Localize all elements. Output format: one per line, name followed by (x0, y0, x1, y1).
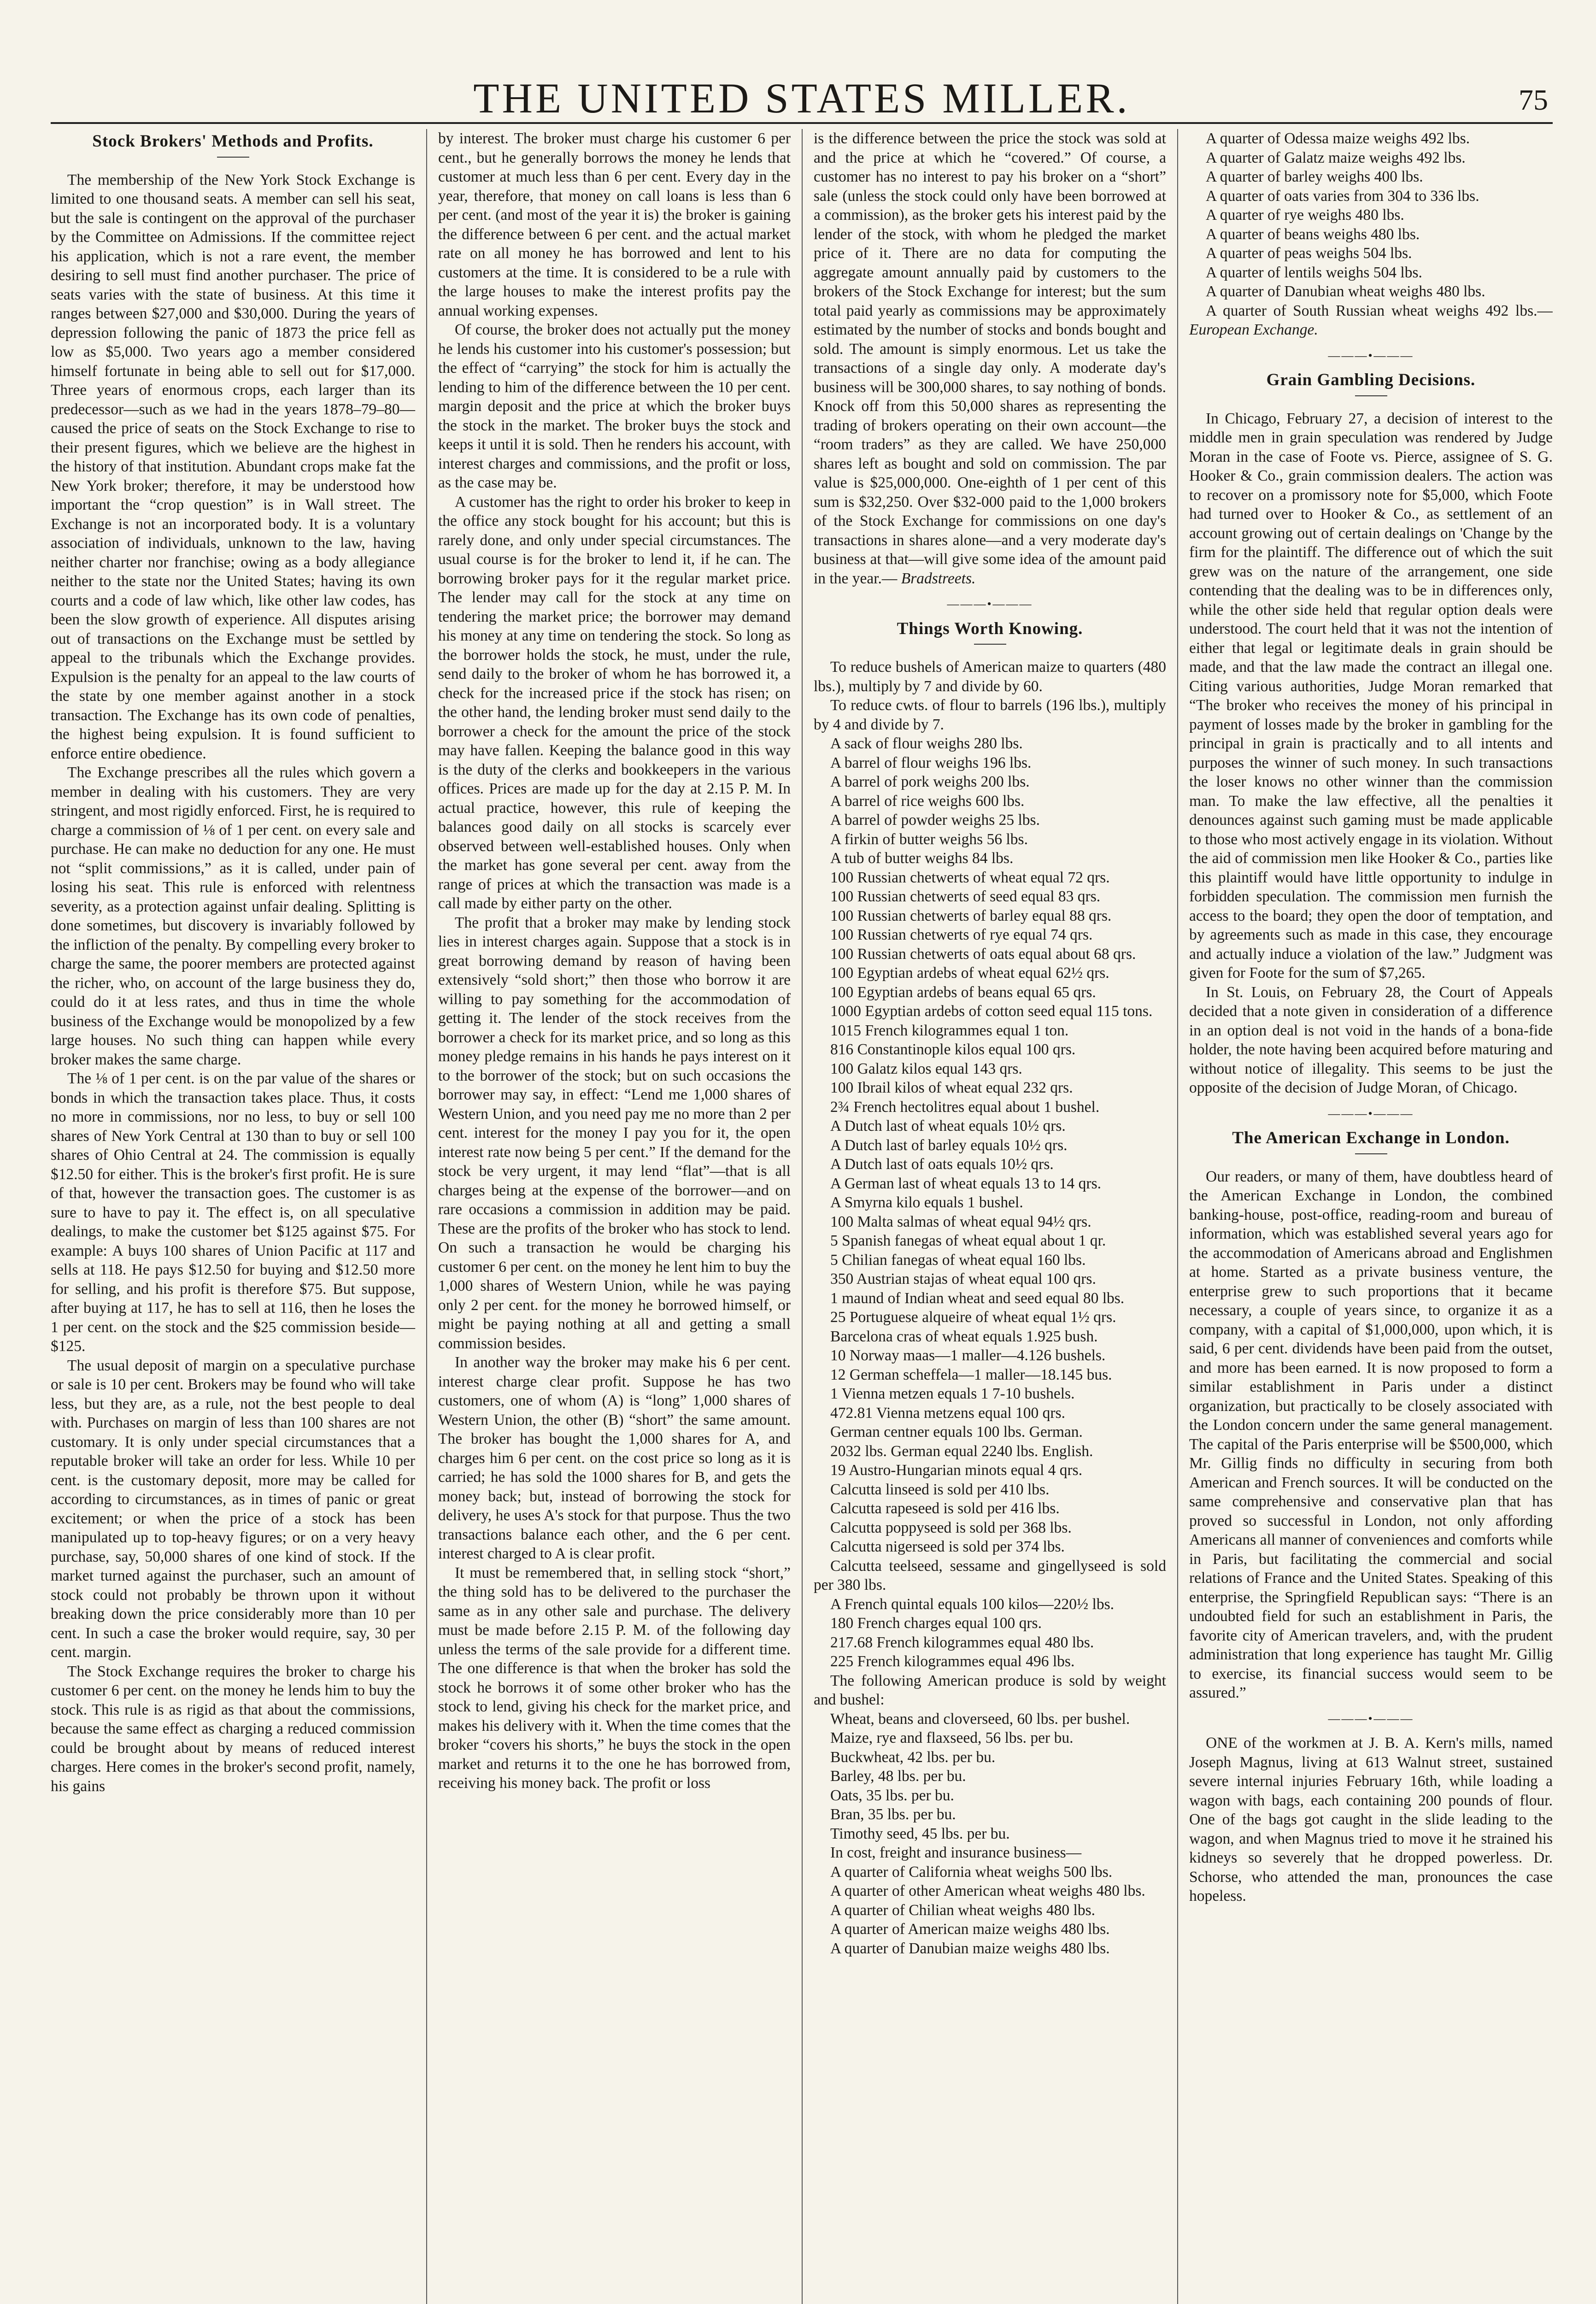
list-item: A quarter of Danubian wheat weighs 480 lbs. (1206, 283, 1485, 300)
measures-list-continued (1189, 129, 1553, 340)
list-item: A sack of flour weighs 280 lbs. (830, 735, 1023, 752)
list-item: In cost, freight and insurance business— (830, 1844, 1082, 1861)
list-item: 100 Egyptian ardebs of beans equal 65 qrs. (830, 983, 1096, 1001)
list-item: 1 maund of Indian wheat and seed equal 80 lbs. (830, 1289, 1125, 1307)
list-item: 12 German scheffela—1 maller—18.145 bus. (830, 1366, 1112, 1383)
list-item: A quarter of Odessa maize weighs 492 lbs. (1206, 130, 1470, 147)
list-item: A German last of wheat equals 13 to 14 qrs. (830, 1175, 1101, 1192)
source-credit: European Exchange. (1189, 321, 1318, 338)
masthead-rule (51, 122, 1553, 124)
columns (51, 129, 1553, 2304)
list-item: Bran, 35 lbs. per bu. (830, 1806, 956, 1823)
section-separator: ———•——— (947, 597, 1033, 611)
column-3 (802, 129, 1177, 2304)
list-item: 1015 French kilogrammes equal 1 ton. (830, 1022, 1069, 1039)
list-item: A Smyrna kilo equals 1 bushel. (830, 1194, 1023, 1211)
list-item: A quarter of oats varies from 304 to 336 lbs. (1206, 187, 1479, 205)
list-item: 1000 Egyptian ardebs of cotton seed equal 115 tons. (830, 1003, 1153, 1020)
list-item: 100 Russian chetwerts of rye equal 74 qrs. (830, 926, 1093, 943)
list-item: 2032 lbs. German equal 2240 lbs. English. (830, 1442, 1093, 1460)
article-heading-stock-brokers: Stock Brokers' Methods and Profits. (92, 132, 374, 151)
article-heading-american-exchange: The American Exchange in London. (1232, 1128, 1510, 1147)
list-item: Calcutta nigerseed is sold per 374 lbs. (830, 1538, 1065, 1555)
newspaper-page (51, 65, 1553, 2304)
list-item: 100 Russian chetwerts of oats equal about 68 qrs. (830, 945, 1136, 963)
list-item: A barrel of powder weighs 25 lbs. (830, 811, 1040, 829)
list-item: A Dutch last of oats equals 10½ qrs. (830, 1156, 1054, 1173)
list-item: A quarter of other American wheat weighs 480 lbs. (830, 1882, 1145, 1899)
list-item: 5 Spanish fanegas of wheat equal about 1 qr. (830, 1232, 1106, 1249)
list-item: 19 Austro-Hungarian minots equal 4 qrs. (830, 1462, 1083, 1479)
paragraph: In another way the broker may make his 6 per cent. interest charge clear profit. Suppose he has two customers, one of whom (A) is “long” 1,000 shares of Western Union, the other (B) “short” the same amount. The broker has bought the 1,000 shares for A, and charges him 6 per cent. on the cost price so long as it is carried; he has sold the 1000 shares for B, and gets the money back; but, instead of borrowing the stock for delivery, he uses A's stock for that purpose. Thus the two transactions balance each other, and the 6 per cent. interest charged to A is clear profit. (438, 1354, 791, 1562)
list-item: 100 Malta salmas of wheat equal 94½ qrs. (830, 1213, 1091, 1230)
source-credit: Bradstreets. (901, 570, 976, 587)
column-4 (1177, 129, 1553, 2304)
list-item: A barrel of rice weighs 600 lbs. (830, 792, 1025, 810)
list-item: A Dutch last of barley equals 10½ qrs. (830, 1136, 1068, 1154)
paragraph: The membership of the New York Stock Exchange is limited to one thousand seats. A member can sell his seat, but the sale is contingent on the approval of the purchaser by the Committee on Admissions. If the committee reject his application, which is not a rare event, the member desiring to sell must find another purchaser. The price of seats varies with the state of business. At this time it ranges between $27,000 and $30,000. During the years of depression following the panic of 1873 the price fell as low as $5,000. Two years ago a member considered himself fortunate in being able to sell out for $17,000. Three years of enormous crops, each larger than its predecessor—such as we had in the years 1878–79–80—caused the price of seats on the Stock Exchange to rise to their present figures, which we believe are the highest in the history of that institution. Abundant crops make fat the New York broker; therefore, it may be understood how important the “crop question” is in Wall street. The Exchange is not an incorporated body. It is a voluntary association of individuals, unknown to the law, having neither charter nor franchise; owing as a body allegiance neither to the state nor the United States; having its own courts and a code of law which, like other law codes, has been the slow growth of experience. All disputes arising out of transactions on the Exchange must be settled by appeal to the tribunals which the Exchange provides. Expulsion is the penalty for an appeal to the law courts of the state by one member against another in a stock transaction. The Exchange has its own code of penalties, the highest being expulsion. It is found sufficient to enforce entire obedience. (51, 171, 415, 762)
list-item: 225 French kilogrammes equal 496 lbs. (830, 1653, 1075, 1670)
list-item: A quarter of lentils weighs 504 lbs. (1206, 264, 1422, 281)
paragraph: The Exchange prescribes all the rules which govern a member in dealing with his customers. They are very stringent, and most rigidly enforced. First, he is required to charge a commission of ⅛ of 1 per cent. on every sale and purchase. He can make no deduction for any one. He must not “split commissions,” as it is called, under pain of losing his seat. This rule is enforced with relentness severity, as a protection against unfair dealing. Splitting is done sometimes, but discovery is invariably followed by the infliction of the penalty. By compelling every broker to charge the same, the poorer members are protected against the richer, who, on account of the large business they do, could do it at less rates, and thus in time the whole business of the Exchange would be monopolized by a few large houses. No such thing can happen while every broker makes the same charge. (51, 764, 415, 1068)
list-item: A firkin of butter weighs 56 lbs. (830, 830, 1028, 848)
list-item: 100 Egyptian ardebs of wheat equal 62½ qrs. (830, 964, 1109, 982)
masthead (51, 65, 1553, 120)
paragraph: A customer has the right to order his broker to keep in the office any stock bought for his account; but this is rarely done, and only under special circumstances. The usual course is for the broker to lend it, if he can. The borrowing broker pays for it the regular market price. The lender may call for the stock at any time on tendering the market price; the borrower may demand his money at any time on tendering the stock. So long as the borrower holds the stock, he must, under the rule, send daily to the broker of whom he has borrowed it, a check for the increased price if the stock has risen; on the other hand, the lending broker must send daily to the borrower a check for the amount the price of the stock may have fallen. Keeping the balance good in this way is the duty of the clerks and bookkeepers in the various offices. Prices are made up for the day at 2.15 P. M. In actual practice, however, this rule of keeping the balances good daily on all stocks is scarcely ever observed between well-established houses. Only when the market has gone several per cent. away from the range of prices at which the transaction was made is a call made by either party on the other. (438, 493, 791, 912)
list-item: Calcutta teelseed, sessame and gingellyseed is sold per 380 lbs. (814, 1557, 1166, 1593)
list-item: 816 Constantinople kilos equal 100 qrs. (830, 1041, 1076, 1058)
list-item: 100 Ibrail kilos of wheat equal 232 qrs. (830, 1079, 1073, 1096)
list-item: A barrel of flour weighs 196 lbs. (830, 754, 1032, 771)
list-item: Calcutta linseed is sold per 410 lbs. (830, 1481, 1050, 1498)
list-item: Barcelona cras of wheat equals 1.925 bush. (830, 1328, 1098, 1345)
list-item: German centner equals 100 lbs. German. (830, 1423, 1083, 1440)
list-item: Calcutta rapeseed is sold per 416 lbs. (830, 1500, 1060, 1517)
column-2 (426, 129, 802, 2304)
paragraph-text: is the difference between the price the stock was sold at and the price at which he “covered.” Of course, a customer has no interest to pay his broker on a “short” sale (unless the stock could only have been borrowed at a commission), as the broker gets his interest paid by the lender of the stock, with whom he pledged the market price of it. There are no data for computing the aggregate amount annually paid by customers to the brokers of the Stock Exchange for interest; but the sum total paid yearly as commissions may be approximately estimated by the number of stocks and bonds bought and sold. The amount is simply enormous. Let us take the transactions of a single day only. A moderate day's business will be 300,000 shares, to say nothing of bonds. Knock off from this 50,000 shares as representing the trading of brokers operating on their own account—the “room traders” as they are called. We have 250,000 shares left as bought and sold on commission. The par value is $25,000,000. One-eighth of 1 per cent of this sum is $32,250. Over $32-000 paid to the 1,000 brokers of the Stock Exchange for commissions on one day's transactions in shares alone—and a very moderate day's business at that—will give some idea of the amount paid in the year.— (814, 130, 1166, 587)
list-item: 472.81 Vienna metzens equal 100 qrs. (830, 1404, 1065, 1422)
list-item: A quarter of beans weighs 480 lbs. (1206, 225, 1420, 243)
list-item: To reduce cwts. of flour to barrels (196 lbs.), multiply by 4 and divide by 7. (814, 697, 1166, 733)
list-item: 100 Russian chetwerts of seed equal 83 qrs. (830, 888, 1101, 905)
list-item: Calcutta poppyseed is sold per 368 lbs. (830, 1519, 1072, 1536)
list-item: To reduce bushels of American maize to quarters (480 lbs.), multiply by 7 and divide by 60. (814, 658, 1166, 695)
heading-dash (1355, 395, 1387, 396)
article-heading-grain-gambling: Grain Gambling Decisions. (1266, 370, 1476, 389)
list-item: A quarter of Galatz maize weighs 492 lbs. (1206, 149, 1466, 166)
paragraph: by interest. The broker must charge his customer 6 per cent., but he generally borrows the money he lends that customer at much less than 6 per cent. Every day in the year, therefore, that money on call loans is less than 6 per cent. (and most of the year it is) the broker is gaining the difference between 6 per cent. and the actual market rate on all money he has borrowed and lent to his customers at the time. It is considered to be a rule with the large houses to make the interest profits pay the annual working expenses. (438, 130, 791, 319)
list-item: 1 Vienna metzen equals 1 7-10 bushels. (830, 1385, 1075, 1402)
list-item: Barley, 48 lbs. per bu. (830, 1768, 966, 1785)
paragraph: ONE of the workmen at J. B. A. Kern's mills, named Joseph Magnus, living at 613 Walnut street, sustained severe internal injuries February 16th, while loading a wagon with bags, each containing 200 pounds of flour. One of the bags got caught in the slide leading to the wagon, and when Magnus tried to move it he strained his kidneys so severely that he dropped powerless. Dr. Schorse, who attended the man, pronounces the case hopeless. (1189, 1734, 1553, 1904)
section-separator: ———•——— (1328, 1106, 1414, 1120)
list-item: 100 Russian chetwerts of wheat equal 72 qrs. (830, 869, 1110, 886)
list-item: 25 Portuguese alqueire of wheat equal 1½ qrs. (830, 1309, 1116, 1326)
heading-dash (974, 644, 1006, 645)
measures-list (814, 658, 1166, 1958)
masthead-title: THE UNITED STATES MILLER. (473, 75, 1130, 122)
paragraph (814, 129, 1166, 588)
list-item: A quarter of rye weighs 480 lbs. (1206, 206, 1404, 223)
list-item: A quarter of peas weighs 504 lbs. (1206, 245, 1412, 262)
list-item: A tub of butter weighs 84 lbs. (830, 850, 1014, 867)
section-separator: ———•——— (1328, 348, 1414, 362)
list-item: 217.68 French kilogrammes equal 480 lbs. (830, 1634, 1094, 1651)
paragraph: Our readers, or many of them, have doubtless heard of the American Exchange in London, the combined banking-house, post-office, reading-room and bureau of information, which was established several years ago for the accommodation of Americans abroad and Englishmen at home. Started as a private business venture, the enterprise grew to such proportions that it became necessary, a couple of years since, to organize it as a company, with a capital of $1,000,000, upon which, it is said, 6 per cent. dividends have been paid from the outset, and more has been earned. It is now proposed to form a similar establishment in Paris under a distinct organization, but practically to be closely associated with the London concern under the same general management. The capital of the Paris enterprise will be $500,000, which Mr. Gillig finds no difficulty in securing from both American and French sources. It will be conducted on the same comprehensive and conservative plan that has proved so successful in London, not only affording Americans all manner of conveniences and comforts while in Paris, but facilitating the commercial and social relations of France and the United States. Speaking of this enterprise, the Springfield Republican says: “There is an undoubted field for such an establishment in Paris, the favorite city of American travelers, and, with the prudent administration that long experience has taught Mr. Gillig to exercise, its financial success would seem to be assured.” (1189, 1168, 1553, 1701)
column-1 (51, 129, 426, 2304)
list-item: A French quintal equals 100 kilos—220½ lbs. (830, 1595, 1114, 1613)
section-separator: ———•——— (1328, 1711, 1414, 1725)
page-number: 75 (1519, 83, 1548, 116)
list-item: A barrel of pork weighs 200 lbs. (830, 773, 1030, 790)
heading-dash (1355, 1153, 1387, 1154)
heading-dash (217, 157, 249, 158)
paragraph: The Stock Exchange requires the broker to charge his customer 6 per cent. on the money he lends him to buy the stock. This rule is as rigid as that about the commissions, because the same effect as charging a reduced commission could be brought about by means of reduced interest charges. Here comes in the broker's second profit, namely, his gains (51, 1663, 415, 1795)
paragraph: In Chicago, February 27, a decision of interest to the middle men in grain speculation was rendered by Judge Moran in the case of Foote vs. Pierce, assignee of S. G. Hooker & Co., grain commission dealers. The action was to recover on a promissory note for $5,000, which Foote had turned over to Hooker & Co., as settlement of an account growing out of certain dealings on 'Change by the firm for the plaintiff. The difference out of which the suit grew was on the nature of the arrangement, one side contending that the dealing was to be in differences only, while the other side held that regular option deals were understood. The court held that it was not the intention of either that legal or legitimate deals in grain should be made, and that the law made the contract an illegal one. Citing various authorities, Judge Moran remarked that “The broker who receives the money of his principal in payment of losses made by the broker in gambling for the principal in grain is practically and to all intents and purposes the winner of such money. In such transactions the loser knows no other winner than the commission man. To make the law effective, all the penalties it denounces against such gaming must be made applicable to those who most actively engage in its violation. Without the aid of commission men like Hooker & Co., parties like this plaintiff would have little opportunity to indulge in forbidden speculation. The commission men furnish the access to the board; they open the door of temptation, and by agreements such as made in this case, they encourage and actually induce a violation of the law.” Judgment was given for Foote for the sum of $7,265. (1189, 410, 1553, 982)
paragraph: The ⅛ of 1 per cent. is on the par value of the shares or bonds in which the transaction takes place. Thus, it costs no more in commissions, nor no less, to buy or sell 100 shares of New York Central at 130 than to buy or sell 100 shares of Ohio Central at 24. The commission is equally $12.50 for either. This is the broker's first profit. He is sure of that, however the transaction goes. The customer is as sure to have to pay it. The effect is, on all speculative dealings, to make the customer bet $125 against $75. For example: A buys 100 shares of Union Pacific at 117 and sells at 118. He pays $12.50 for buying and $12.50 more for selling, and his profit is therefore $75. But suppose, after buying at 117, he has to sell at 116, then he loses the 1 per cent. on the stock and the $25 commission beside—$125. (51, 1070, 415, 1355)
list-item: 2¾ French hectolitres equal about 1 bushel. (830, 1098, 1100, 1116)
list-item: 100 Russian chetwerts of barley equal 88 qrs. (830, 907, 1112, 924)
list-item: Wheat, beans and cloverseed, 60 lbs. per bushel. (830, 1710, 1130, 1728)
list-item: 5 Chilian fanegas of wheat equal 160 lbs. (830, 1251, 1086, 1269)
list-item: Maize, rye and flaxseed, 56 lbs. per bu. (830, 1729, 1074, 1746)
list-item: 10 Norway maas—1 maller—4.126 bushels. (830, 1347, 1106, 1364)
paragraph: It must be remembered that, in selling stock “short,” the thing sold has to be delivered to the purchaser the same as in any other sale and purchase. The delivery must be made before 2.15 P. M. of the following day unless the terms of the sale provide for a different time. The one difference is that when the broker has sold the stock he borrows it of some other broker who has the stock to lend, giving his check for the market price, and makes his delivery with it. When the time comes that the broker “covers his shorts,” he buys the stock in the open market and returns it to the one he has borrowed from, receiving his money back. The profit or loss (438, 1564, 791, 1792)
paragraph: In St. Louis, on February 28, the Court of Appeals decided that a note given in consideration of a difference in an option deal is not void in the hands of a bona-fide holder, the note having been acquired before maturing and without notice of illegality. This seems to be just the opposite of the decision of Judge Moran, of Chicago. (1189, 983, 1553, 1096)
list-item: A quarter of California wheat weighs 500 lbs. (830, 1863, 1113, 1881)
list-item: A quarter of barley weighs 400 lbs. (1206, 168, 1423, 185)
list-item: The following American produce is sold by weight and bushel: (814, 1672, 1166, 1708)
list-item: A Dutch last of wheat equals 10½ qrs. (830, 1117, 1066, 1134)
list-item: A quarter of Chilian wheat weighs 480 lbs. (830, 1901, 1095, 1919)
list-item: Buckwheat, 42 lbs. per bu. (830, 1748, 996, 1766)
list-item: 100 Galatz kilos equal 143 qrs. (830, 1060, 1022, 1077)
article-heading-things-worth-knowing: Things Worth Knowing. (897, 619, 1083, 638)
list-item: Oats, 35 lbs. per bu. (830, 1787, 954, 1804)
list-item: Timothy seed, 45 lbs. per bu. (830, 1825, 1010, 1842)
list-item: A quarter of American maize weighs 480 lbs. (830, 1921, 1110, 1938)
paragraph: The usual deposit of margin on a speculative purchase or sale is 10 per cent. Brokers may be found who will take less, but they are, as a rule, not the best people to deal with. Purchases on margin of less than 100 shares are not customary. It is only under special circumstances that a reputable broker will take an order for less. While 10 per cent. is the customary deposit, more may be called for according to circumstances, as in times of panic or great excitement; or when the price of a stock has been manipulated up to top-heavy figures; or on a very heavy purchase, say, 50,000 shares of one kind of stock. If the market turned against the purchaser, such an amount of stock could not probably be thrown upon it without breaking down the price considerably more than 10 per cent. In such a case the broker would require, say, 30 per cent. margin. (51, 1357, 415, 1661)
list-item: 180 French charges equal 100 qrs. (830, 1615, 1042, 1632)
paragraph: The profit that a broker may make by lending stock lies in interest charges again. Suppose that a stock is in great borrowing demand by reason of having been extensively “sold short;” then those who borrow it are willing to pay something for the accommodation of getting it. The lender of the stock receives from the borrower a check for its market price, and so long as this money pledge remains in his hands he pays interest on it to the borrower of the stock; but on such occasions the borrower may say, in effect: “Lend me 1,000 shares of Western Union, and you need pay me no more than 2 per cent. interest for the money I pay you for it, the open interest rate now being 5 per cent.” If the demand for the stock be very urgent, it may lend “flat”—that is all charges being at the expense of the borrower—and on rare occasions a commission in addition may be paid. These are the profits of the broker who has stock to lend. On such a transaction he would be charging his customer 6 per cent. on the money he lent him to buy the 1,000 shares of Western Union, while he was paying only 2 per cent. for the money he borrowed himself, or might be paying nothing at all and getting a small commission besides. (438, 914, 791, 1352)
list-item: A quarter of South Russian wheat weighs 492 lbs.—European Exchange. (1189, 302, 1553, 338)
list-item: 350 Austrian stajas of wheat equal 100 qrs. (830, 1270, 1096, 1287)
list-item: A quarter of Danubian maize weighs 480 lbs. (830, 1940, 1110, 1957)
paragraph: Of course, the broker does not actually put the money he lends his customer into his customer's possession; but the effect of “carrying” the stock for him is actually the lending to him of the difference between the 10 per cent. margin deposit and the price at which the broker buys the stock in the market. The broker buys the stock and keeps it until it is sold. Then he renders his account, with interest charges and commissions, and the profit or loss, as the case may be. (438, 321, 791, 491)
